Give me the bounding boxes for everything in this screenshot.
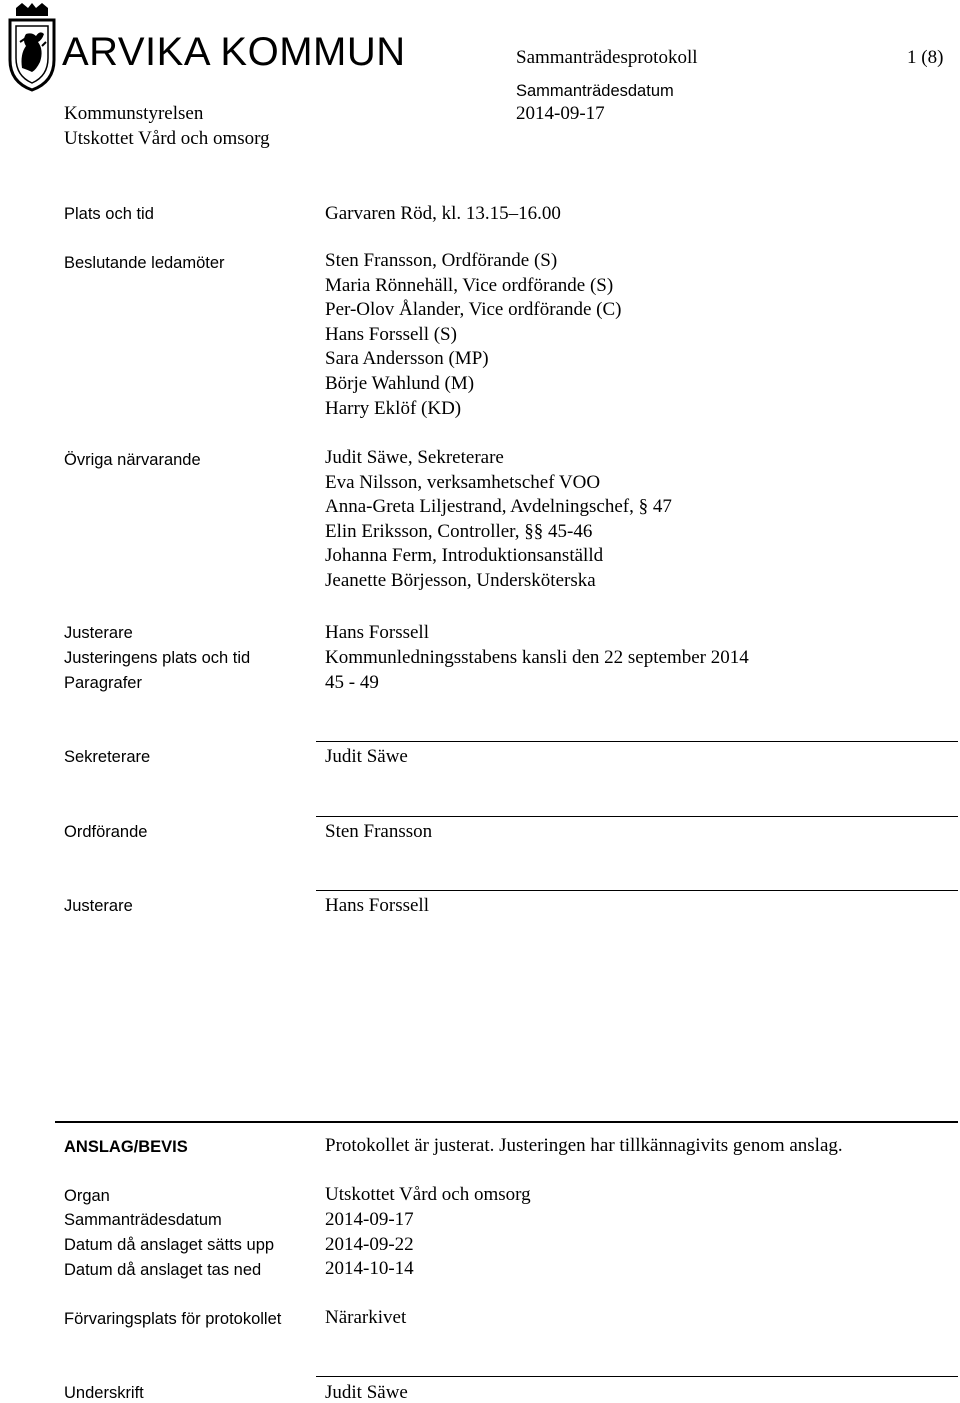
notice-statement: Protokollet är justerat. Justeringen har tillkännagivits genom anslag. (325, 1135, 843, 1156)
storage-label: Förvaringsplats för protokollet (64, 1310, 282, 1328)
paragraphs-value: 45 - 49 (325, 672, 379, 693)
document-type: Sammanträdesprotokoll (516, 47, 698, 68)
notice-title: ANSLAG/BEVIS (64, 1138, 188, 1156)
place-label: Plats och tid (64, 205, 154, 223)
organ-value: Utskottet Vård och omsorg (325, 1184, 531, 1205)
signature-line (316, 1376, 958, 1377)
members-label: Beslutande ledamöter (64, 254, 225, 272)
signature-label: Sekreterare (64, 748, 151, 766)
others-label: Övriga närvarande (64, 451, 201, 469)
adjuster-label: Justerare (64, 624, 133, 642)
storage-value: Närarkivet (325, 1307, 407, 1328)
removed-value: 2014-10-14 (325, 1258, 414, 1279)
signature-label: Underskrift (64, 1384, 144, 1402)
others-list (325, 446, 672, 594)
page-number: 1 (8) (907, 47, 944, 68)
removed-label: Datum då anslaget tas ned (64, 1261, 262, 1279)
attendee-item: Judit Säwe, Sekreterare (325, 447, 504, 468)
attendee-item: Eva Nilsson, verksamhetschef VOO (325, 471, 601, 493)
member-item: Sara Andersson (MP) (325, 348, 489, 370)
attendee-item: Johanna Ferm, Introduktionsanställd (325, 545, 604, 567)
posted-label: Datum då anslaget sätts upp (64, 1236, 275, 1254)
member-item: Hans Forssell (S) (325, 323, 457, 345)
organ-label: Organ (64, 1187, 110, 1205)
paragraphs-label: Paragrafer (64, 674, 142, 692)
notice-divider (55, 1121, 958, 1123)
adjust-place-label: Justeringens plats och tid (64, 649, 251, 667)
member-item: Maria Rönnehäll, Vice ordförande (S) (325, 274, 614, 296)
posted-value: 2014-09-22 (325, 1234, 414, 1255)
attendee-item: Jeanette Börjesson, Undersköterska (325, 569, 596, 591)
header-org: Kommunstyrelsen (64, 103, 204, 124)
signature-name: Judit Säwe (325, 746, 408, 767)
header-date-label: Sammanträdesdatum (516, 82, 674, 100)
coat-of-arms-logo (6, 2, 58, 92)
brand-wordmark: ARVIKA KOMMUN (62, 30, 406, 74)
member-item: Börje Wahlund (M) (325, 372, 475, 394)
adjust-place-value: Kommunledningsstabens kansli den 22 september 2014 (325, 647, 749, 668)
member-item: Per-Olov Ålander, Vice ordförande (C) (325, 299, 622, 321)
signature-line (316, 816, 958, 817)
adjuster-value: Hans Forssell (325, 622, 429, 643)
member-item: Harry Eklöf (KD) (325, 397, 462, 419)
signature-label: Ordförande (64, 823, 148, 841)
header-date: 2014-09-17 (516, 103, 605, 124)
attendee-item: Anna-Greta Liljestrand, Avdelningschef, § 47 (325, 496, 672, 518)
place-value: Garvaren Röd, kl. 13.15–16.00 (325, 203, 561, 224)
attendee-item: Elin Eriksson, Controller, §§ 45-46 (325, 520, 593, 542)
notice-date-label: Sammanträdesdatum (64, 1211, 222, 1229)
signature-name: Sten Fransson (325, 821, 433, 842)
signature-name: Hans Forssell (325, 895, 429, 916)
member-item: Sten Fransson, Ordförande (S) (325, 250, 558, 271)
signature-line (316, 741, 958, 742)
signature-name: Judit Säwe (325, 1382, 408, 1403)
signature-line (316, 890, 958, 891)
notice-date-value: 2014-09-17 (325, 1209, 414, 1230)
header-committee: Utskottet Vård och omsorg (64, 128, 270, 149)
signature-label: Justerare (64, 897, 133, 915)
members-list (325, 249, 622, 421)
